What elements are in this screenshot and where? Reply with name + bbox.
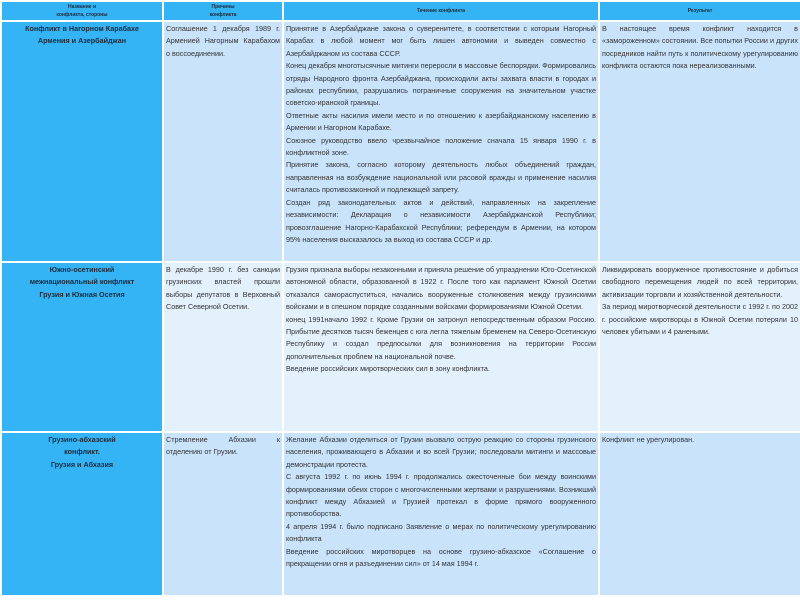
result-cell: Ликвидировать вооруженное противостояние и добиться свободного перемещения людей по всей территории, активизации торговли и хозяйственной деятельности. За период миротворческой деятельности с 1992 г. по 2002 г. российские миротворцы в Южной Осетии потеряли 10 человек убитыми и 4 ранеными. [600, 263, 800, 431]
header-course: Течение конфликта [284, 2, 598, 20]
header-name: Название и конфликта, стороны [2, 2, 162, 20]
result-cell: В настоящее время конфликт находится в «замороженном» состоянии. Все попытки России и других посредников найти путь к политическому урегулированию конфликта остаются пока нереализованными. [600, 22, 800, 261]
causes-cell: Стремление Абхазии к отделению от Грузии. [164, 433, 282, 595]
table-row [2, 263, 800, 431]
table-row [2, 22, 800, 261]
conflict-name-cell: Конфликт в Нагорном Карабахе Армения и Азербайджан [2, 22, 162, 261]
course-cell: Принятие в Азербайджане закона о суверенитете, в соответствии с которым Нагорный Карабах в любой момент мог быть лишен автономии и выведен совместно с Азербайджаном из состава СССР. Конец декабря многотысячные митинги переросли в массовые беспорядки. Формировались отряды Народного фронта Азербайджана, происходили акты захвата власти в городах и районах республики, разрушались пограничные сооружения на значительном участке советско-иранской границы. Ответные акты насилия имели место и по отношению к азербайджанскому населению в Армении и Нагорном Карабахе. Союзное руководство ввело чрезвычайное положение сначала 15 января 1990 г. в конфликтной зоне. Принятие закона, согласно которому деятельность любых объединений граждан, направленная на возбуждение национальной или расовой вражды и применение насилия считалась противозаконной и подлежащей запрету. Создан ряд законодательных актов и действий, направленных на закрепление независимости: Декларация о независимости Азербайджанской Республики; провозглашение Нагорно-Карабахской Республики; референдум в Армении, на котором 95% населения высказалось за выход из состава СССР и др. [284, 22, 598, 261]
result-cell: Конфликт не урегулирован. [600, 433, 800, 595]
course-cell: Желание Абхазии отделиться от Грузии вызвало острую реакцию со стороны грузинского населения, проживающего в Абхазии и во всей Грузии; последовали митинги и массовые демонстрации протеста. С августа 1992 г. по июнь 1994 г. продолжались ожесточенные бои между воинскими формированиями обеих сторон с многочисленными жертвами и разрушениями. Возникший конфликт между Абхазией и Грузией протекал в форме прямого вооруженного противоборства. 4 апреля 1994 г. было подписано Заявление о мерах по политическому урегулированию конфликта Введение российских миротворцев на основе грузино-абхазское «Соглашение о прекращении огня и разъединении сил» от 14 мая 1994 г. [284, 433, 598, 595]
table-row [2, 433, 800, 595]
conflict-name-cell: Южно-осетинский межнациональный конфликт Грузия и Южная Осетия [2, 263, 162, 431]
header-row [2, 2, 800, 20]
header-causes: Причины конфликта [164, 2, 282, 20]
conflict-name-cell: Грузино-абхазский конфликт. Грузия и Абхазия [2, 433, 162, 595]
causes-cell: В декабре 1990 г. без санкции грузинских властей прошли выборы депутатов в Верховный Совет Северной Осетии. [164, 263, 282, 431]
course-cell: Грузия признала выборы незаконными и приняла решение об упразднении Юго-Осетинской автономной области, образованной в 1922 г. После того как парламент Южной Осетии отказался самораспуститься, начались вооруженные столкновения между грузинскими войсками и в спешном порядке созданными войсками формированиями Южной Осетии. конец 1991начало 1992 г. Кроме Грузии он затронул непосредственным образом Россию. Прибытие десятков тысяч беженцев с юга легла тяжелым бременем на Северо-Осетинскую Республику и создал предпосылки для возникновения на территории России дополнительных проблем на национальной почве. Введение российских миротворческих сил в зону конфликта. [284, 263, 598, 431]
causes-cell: Соглашение 1 декабря 1989 г. Арменией Нагорным Карабахом о воссоединении. [164, 22, 282, 261]
header-result: Результат [600, 2, 800, 20]
